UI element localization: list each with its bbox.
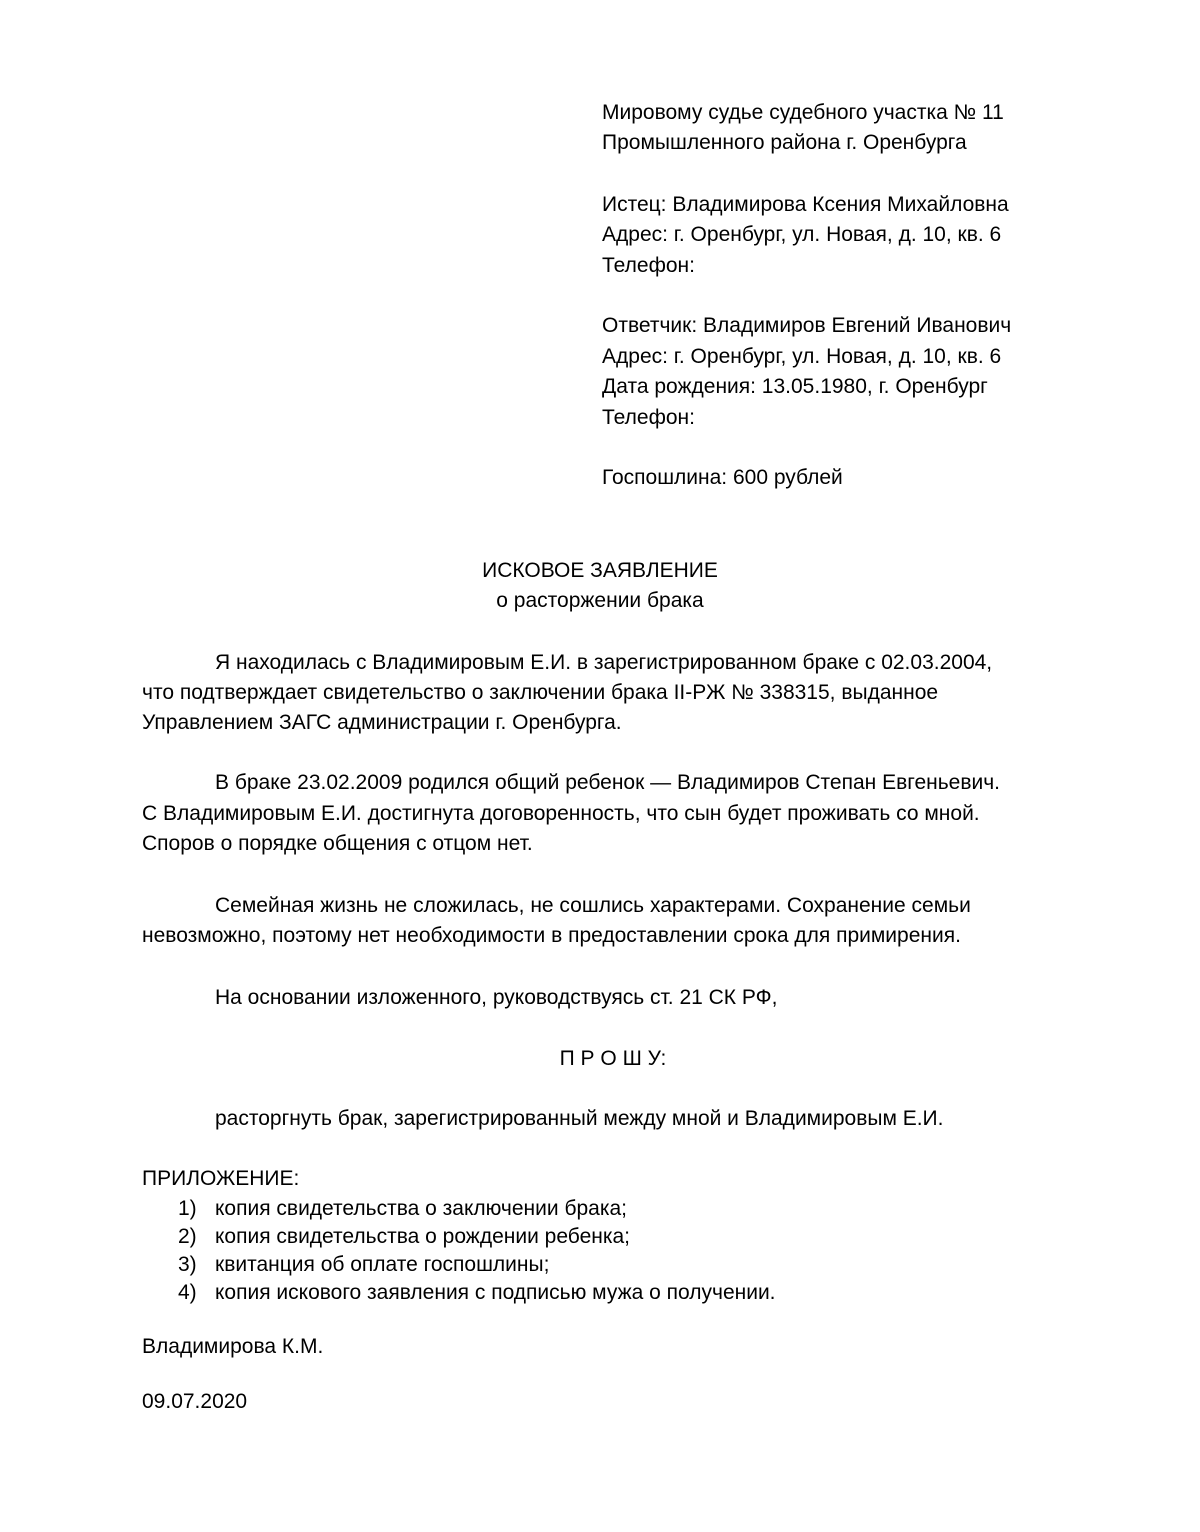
paragraph-line: Я находилась с Владимировым Е.И. в зарегистрированном браке с 02.03.2004,: [215, 651, 993, 674]
document-title: ИСКОВОЕ ЗАЯВЛЕНИЕ: [482, 559, 718, 582]
paragraph-line: Споров о порядке общения с отцом нет.: [142, 832, 533, 855]
appendix-item-text: копия свидетельства о заключении брака;: [215, 1197, 627, 1220]
paragraph-legal-basis: На основании изложенного, руководствуясь ст. 21 СК РФ,: [215, 986, 778, 1009]
state-fee: Госпошлина: 600 рублей: [602, 466, 843, 489]
appendix-item-text: квитанция об оплате госпошлины;: [215, 1253, 550, 1276]
document-subtitle: о расторжении брака: [496, 589, 704, 612]
appendix-item-number: 3): [178, 1253, 197, 1276]
court-line-2: Промышленного района г. Оренбурга: [602, 131, 967, 154]
paragraph-line: Семейная жизнь не сложилась, не сошлись характерами. Сохранение семьи: [215, 894, 971, 917]
appendix-item-number: 2): [178, 1225, 197, 1248]
plaintiff-name: Истец: Владимирова Ксения Михайловна: [602, 193, 1009, 216]
appendix-item-text: копия искового заявления с подписью мужа о получении.: [215, 1281, 776, 1304]
request-heading: П Р О Ш У:: [559, 1047, 667, 1070]
signature-name: Владимирова К.М.: [142, 1335, 324, 1358]
paragraph-line: Управлением ЗАГС администрации г. Оренбурга.: [142, 711, 622, 734]
appendix-item-number: 4): [178, 1281, 197, 1304]
paragraph-line: невозможно, поэтому нет необходимости в предоставлении срока для примирения.: [142, 924, 961, 947]
defendant-address: Адрес: г. Оренбург, ул. Новая, д. 10, кв. 6: [602, 345, 1002, 368]
appendix-heading: ПРИЛОЖЕНИЕ:: [142, 1167, 300, 1190]
defendant-phone: Телефон:: [602, 406, 695, 429]
paragraph-line: С Владимировым Е.И. достигнута договоренность, что сын будет проживать со мной.: [142, 802, 980, 825]
defendant-name: Ответчик: Владимиров Евгений Иванович: [602, 314, 1012, 337]
paragraph-line: В браке 23.02.2009 родился общий ребенок — Владимиров Степан Евгеньевич.: [215, 771, 1001, 794]
appendix-item-text: копия свидетельства о рождении ребенка;: [215, 1225, 631, 1248]
court-line-1: Мировому судье судебного участка № 11: [602, 101, 1004, 124]
appendix-item-number: 1): [178, 1197, 197, 1220]
paragraph-line: что подтверждает свидетельство о заключении брака II-РЖ № 338315, выданное: [142, 681, 939, 704]
plaintiff-address: Адрес: г. Оренбург, ул. Новая, д. 10, кв. 6: [602, 223, 1002, 246]
defendant-birth: Дата рождения: 13.05.1980, г. Оренбург: [602, 375, 988, 398]
signature-date: 09.07.2020: [142, 1390, 248, 1413]
plaintiff-phone: Телефон:: [602, 254, 695, 277]
request-text: расторгнуть брак, зарегистрированный между мной и Владимировым Е.И.: [215, 1107, 944, 1130]
